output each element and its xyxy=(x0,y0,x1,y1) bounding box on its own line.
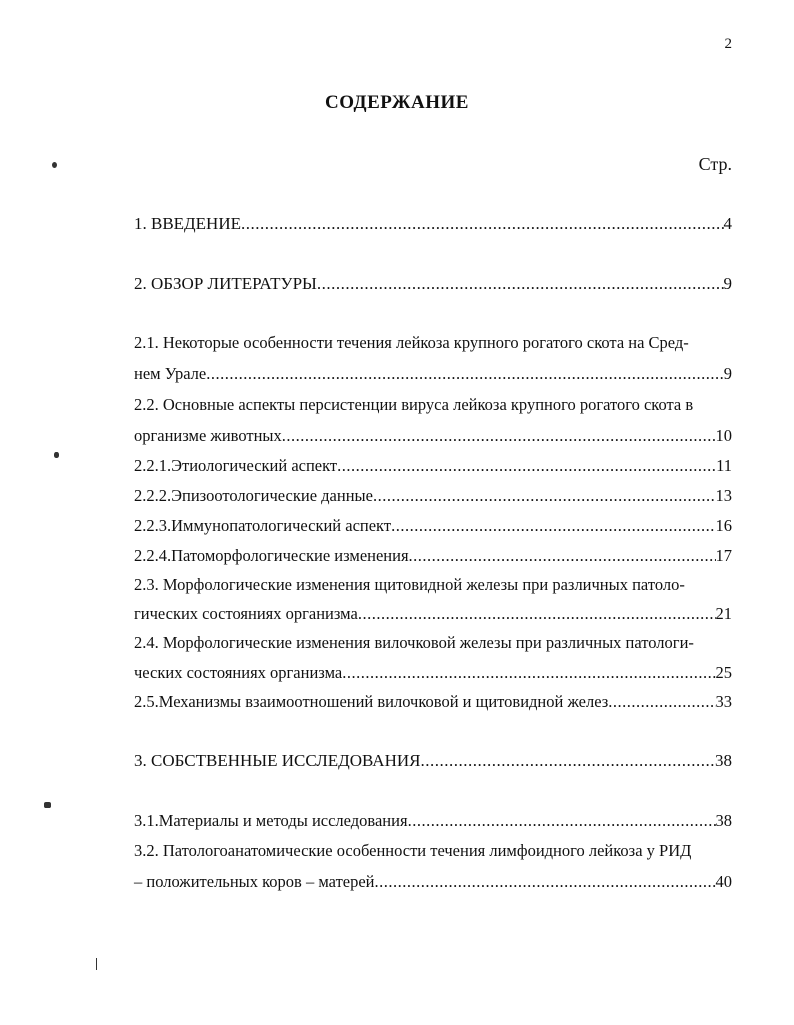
toc-entry xyxy=(134,211,732,237)
toc-entry-page: 10 xyxy=(715,426,732,445)
toc-entry-page: 9 xyxy=(723,274,732,293)
toc-entry xyxy=(134,423,732,449)
toc-entry xyxy=(134,869,732,895)
dot-leader xyxy=(337,453,716,479)
toc-entry xyxy=(134,689,732,715)
toc-entry xyxy=(134,660,732,686)
scan-speck xyxy=(96,958,97,970)
dot-leader xyxy=(206,361,724,387)
toc-entry-label: ческих состояниях организма xyxy=(134,663,343,682)
scan-speck xyxy=(54,452,59,458)
toc-entry xyxy=(134,271,732,297)
dot-leader xyxy=(420,748,715,774)
toc-entry xyxy=(134,483,732,509)
toc-entry xyxy=(134,601,732,627)
dot-leader xyxy=(317,271,724,297)
toc-entry-line1: 2.1. Некоторые особенности течения лейкоза крупного рогатого скота на Сред- xyxy=(134,333,689,352)
toc-entry-page: 13 xyxy=(715,486,732,505)
scan-speck xyxy=(52,162,57,168)
dot-leader xyxy=(409,543,716,569)
toc-entry-label: 2.2.2.Эпизоотологические данные xyxy=(134,486,373,505)
dot-leader xyxy=(282,423,716,449)
toc-entry-page: 33 xyxy=(715,692,732,711)
toc-entry xyxy=(134,513,732,539)
toc-entry-label: 1. ВВЕДЕНИЕ xyxy=(134,214,241,233)
dot-leader xyxy=(241,211,724,237)
toc-entry-label: 2.5.Механизмы взаимоотношений вилочковой и щитовидной желез xyxy=(134,692,609,711)
toc-entry-line1: 3.2. Патологоанатомические особенности течения лимфоидного лейкоза у РИД xyxy=(134,841,692,860)
dot-leader xyxy=(358,601,716,627)
toc-entry-page: 4 xyxy=(723,214,732,233)
dot-leader xyxy=(608,689,715,715)
toc-entry-page: 16 xyxy=(715,516,732,535)
toc-entry-label: 3. СОБСТВЕННЫЕ ИССЛЕДОВАНИЯ xyxy=(134,751,421,770)
page-title: СОДЕРЖАНИЕ xyxy=(325,92,469,113)
toc-entry-label: 2.2.1.Этиологический аспект xyxy=(134,456,338,475)
toc-entry-label: гических состояниях организма xyxy=(134,604,358,623)
toc-entry-label: 2.2.4.Патоморфологические изменения xyxy=(134,546,409,565)
toc-entry xyxy=(134,748,732,774)
dot-leader xyxy=(373,483,716,509)
toc-entry-line1: 2.2. Основные аспекты персистенции вируса лейкоза крупного рогатого скота в xyxy=(134,395,694,414)
toc-entry-page: 11 xyxy=(716,456,732,475)
page-column-label: Стр. xyxy=(698,154,732,174)
toc-entry xyxy=(134,808,732,834)
toc-entry-page: 40 xyxy=(715,872,732,891)
toc-entry xyxy=(134,453,732,479)
toc-entry-line1: 2.3. Морфологические изменения щитовидной железы при различных патоло- xyxy=(134,575,685,594)
toc-entry-label: нем Урале xyxy=(134,364,207,383)
toc-entry-page: 38 xyxy=(715,811,732,830)
dot-leader xyxy=(375,869,716,895)
toc-entry-page: 25 xyxy=(715,663,732,682)
toc-entry-label: 2. ОБЗОР ЛИТЕРАТУРЫ xyxy=(134,274,317,293)
toc-entry-page: 17 xyxy=(715,546,732,565)
toc-entry-label: организме животных xyxy=(134,426,282,445)
dot-leader xyxy=(342,660,715,686)
dot-leader xyxy=(408,808,716,834)
dot-leader xyxy=(391,513,715,539)
toc-entry-page: 21 xyxy=(715,604,732,623)
toc-entry-label: 2.2.3.Иммунопатологический аспект xyxy=(134,516,392,535)
toc-entry-label: 3.1.Материалы и методы исследования xyxy=(134,811,408,830)
toc-entry-page: 9 xyxy=(723,364,732,383)
toc-entry xyxy=(134,361,732,387)
toc-entry xyxy=(134,543,732,569)
toc-entry-label: – положительных коров – матерей xyxy=(134,872,375,891)
page-number: 2 xyxy=(724,36,732,52)
toc-entry-page: 38 xyxy=(715,751,732,770)
toc-entry-line1: 2.4. Морфологические изменения вилочковой железы при различных патологи- xyxy=(134,633,694,652)
scan-speck xyxy=(44,802,51,808)
